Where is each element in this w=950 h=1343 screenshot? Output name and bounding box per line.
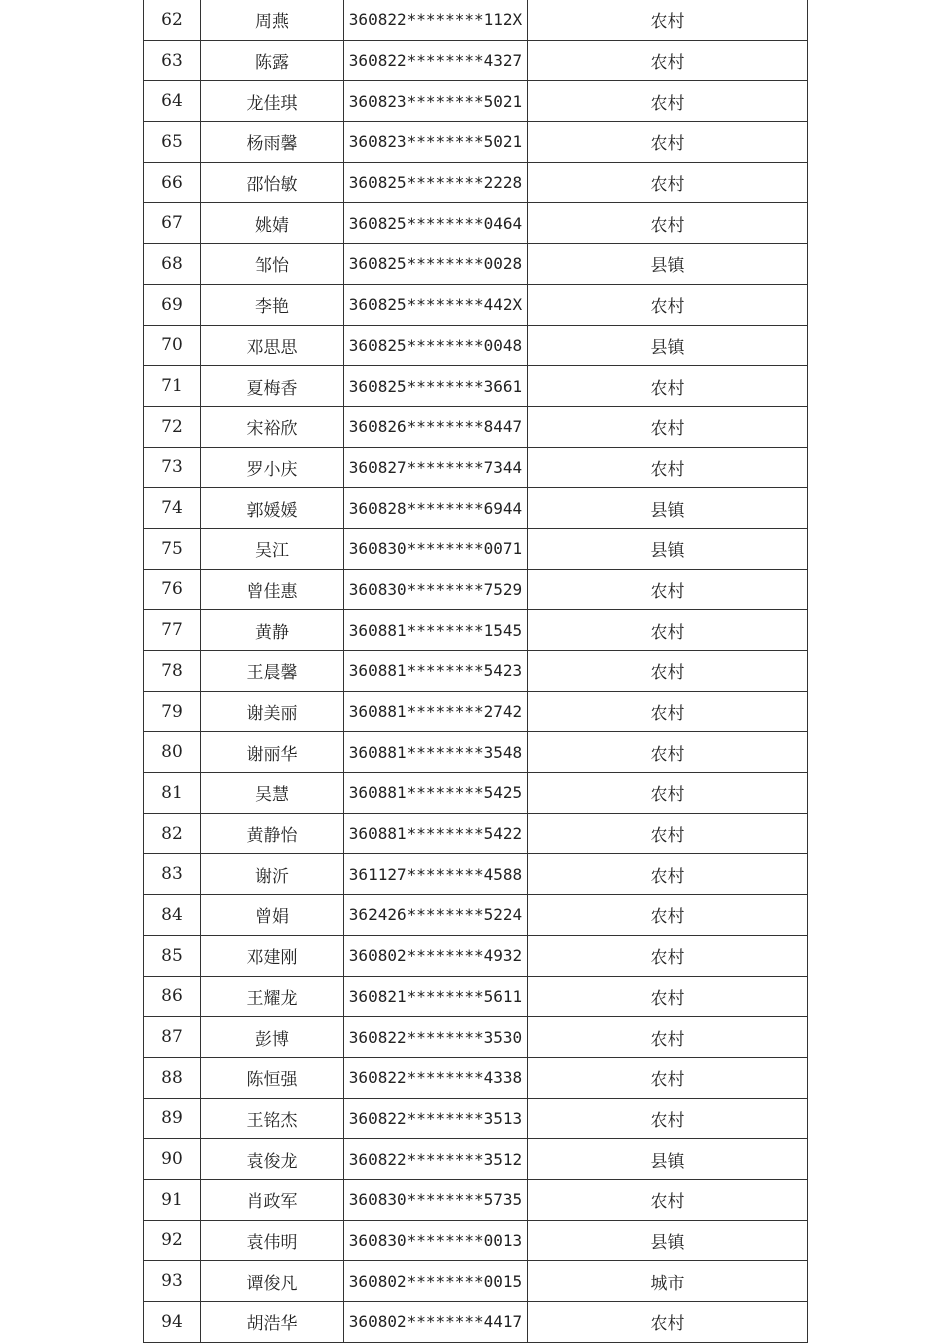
residence-type: 城市 — [528, 1261, 808, 1302]
person-name: 谢丽华 — [201, 732, 344, 773]
table-row — [144, 935, 808, 976]
residence-type: 县镇 — [528, 244, 808, 285]
residence-type: 农村 — [528, 691, 808, 732]
person-name: 宋裕欣 — [201, 406, 344, 447]
row-number: 90 — [144, 1139, 201, 1180]
table-row — [144, 610, 808, 651]
row-number: 67 — [144, 203, 201, 244]
person-name: 杨雨馨 — [201, 122, 344, 163]
row-number: 79 — [144, 691, 201, 732]
table-row — [144, 1017, 808, 1058]
row-number: 71 — [144, 366, 201, 407]
row-number: 93 — [144, 1261, 201, 1302]
row-number: 64 — [144, 81, 201, 122]
row-number: 77 — [144, 610, 201, 651]
row-number: 75 — [144, 528, 201, 569]
row-number: 65 — [144, 122, 201, 163]
id-number: 360881********2742 — [344, 691, 528, 732]
id-number: 360802********0015 — [344, 1261, 528, 1302]
residence-type: 农村 — [528, 976, 808, 1017]
id-number: 360826********8447 — [344, 406, 528, 447]
residence-type: 农村 — [528, 732, 808, 773]
table-row — [144, 976, 808, 1017]
table-row — [144, 854, 808, 895]
residence-type: 农村 — [528, 773, 808, 814]
table-row — [144, 691, 808, 732]
table-row — [144, 244, 808, 285]
table-row — [144, 1302, 808, 1343]
row-number: 86 — [144, 976, 201, 1017]
id-number: 360825********0464 — [344, 203, 528, 244]
row-number: 83 — [144, 854, 201, 895]
row-number: 74 — [144, 488, 201, 529]
row-number: 68 — [144, 244, 201, 285]
residence-type: 农村 — [528, 651, 808, 692]
residence-type: 农村 — [528, 1179, 808, 1220]
id-number: 360830********0071 — [344, 528, 528, 569]
residence-type: 农村 — [528, 569, 808, 610]
id-number: 360825********442X — [344, 284, 528, 325]
person-name: 陈恒强 — [201, 1057, 344, 1098]
person-name: 邵怡敏 — [201, 162, 344, 203]
person-name: 王耀龙 — [201, 976, 344, 1017]
id-number: 360823********5021 — [344, 122, 528, 163]
row-number: 70 — [144, 325, 201, 366]
row-number: 82 — [144, 813, 201, 854]
id-number: 360881********3548 — [344, 732, 528, 773]
row-number: 91 — [144, 1179, 201, 1220]
residence-type: 农村 — [528, 935, 808, 976]
roster-body — [144, 0, 808, 1342]
residence-type: 农村 — [528, 610, 808, 651]
row-number: 94 — [144, 1302, 201, 1343]
id-number: 360825********3661 — [344, 366, 528, 407]
residence-type: 农村 — [528, 366, 808, 407]
table-row — [144, 813, 808, 854]
table-row — [144, 651, 808, 692]
residence-type: 农村 — [528, 1098, 808, 1139]
id-number: 360802********4932 — [344, 935, 528, 976]
residence-type: 农村 — [528, 1017, 808, 1058]
table-row — [144, 1179, 808, 1220]
row-number: 85 — [144, 935, 201, 976]
residence-type: 农村 — [528, 447, 808, 488]
table-row — [144, 406, 808, 447]
table-row — [144, 1098, 808, 1139]
residence-type: 农村 — [528, 40, 808, 81]
person-name: 谢美丽 — [201, 691, 344, 732]
id-number: 360881********5423 — [344, 651, 528, 692]
table-row — [144, 203, 808, 244]
person-name: 胡浩华 — [201, 1302, 344, 1343]
id-number: 360821********5611 — [344, 976, 528, 1017]
table-row — [144, 1261, 808, 1302]
id-number: 360822********3512 — [344, 1139, 528, 1180]
person-name: 谭俊凡 — [201, 1261, 344, 1302]
table-row — [144, 569, 808, 610]
residence-type: 县镇 — [528, 325, 808, 366]
person-name: 王铭杰 — [201, 1098, 344, 1139]
id-number: 360825********0028 — [344, 244, 528, 285]
id-number: 361127********4588 — [344, 854, 528, 895]
person-name: 邹怡 — [201, 244, 344, 285]
id-number: 360823********5021 — [344, 81, 528, 122]
residence-type: 县镇 — [528, 528, 808, 569]
person-name: 谢沂 — [201, 854, 344, 895]
person-name: 郭媛媛 — [201, 488, 344, 529]
person-name: 黄静怡 — [201, 813, 344, 854]
id-number: 360881********1545 — [344, 610, 528, 651]
row-number: 89 — [144, 1098, 201, 1139]
row-number: 62 — [144, 0, 201, 40]
residence-type: 农村 — [528, 895, 808, 936]
row-number: 72 — [144, 406, 201, 447]
id-number: 360881********5425 — [344, 773, 528, 814]
table-row — [144, 895, 808, 936]
person-name: 姚婧 — [201, 203, 344, 244]
id-number: 360830********0013 — [344, 1220, 528, 1261]
residence-type: 农村 — [528, 122, 808, 163]
row-number: 87 — [144, 1017, 201, 1058]
person-name: 邓思思 — [201, 325, 344, 366]
residence-type: 农村 — [528, 162, 808, 203]
table-row — [144, 732, 808, 773]
residence-type: 农村 — [528, 854, 808, 895]
id-number: 360822********4327 — [344, 40, 528, 81]
row-number: 80 — [144, 732, 201, 773]
person-name: 周燕 — [201, 0, 344, 40]
id-number: 360830********7529 — [344, 569, 528, 610]
table-row — [144, 773, 808, 814]
person-name: 罗小庆 — [201, 447, 344, 488]
row-number: 63 — [144, 40, 201, 81]
residence-type: 农村 — [528, 1302, 808, 1343]
residence-type: 农村 — [528, 203, 808, 244]
table-row — [144, 0, 808, 40]
table-row — [144, 162, 808, 203]
residence-type: 县镇 — [528, 488, 808, 529]
residence-type: 农村 — [528, 0, 808, 40]
person-name: 吴慧 — [201, 773, 344, 814]
table-row — [144, 1057, 808, 1098]
person-name: 李艳 — [201, 284, 344, 325]
id-number: 362426********5224 — [344, 895, 528, 936]
person-name: 肖政军 — [201, 1179, 344, 1220]
residence-type: 农村 — [528, 406, 808, 447]
table-row — [144, 1220, 808, 1261]
person-name: 袁伟明 — [201, 1220, 344, 1261]
id-number: 360828********6944 — [344, 488, 528, 529]
table-row — [144, 366, 808, 407]
residence-type: 农村 — [528, 81, 808, 122]
person-name: 袁俊龙 — [201, 1139, 344, 1180]
id-number: 360802********4417 — [344, 1302, 528, 1343]
person-name: 夏梅香 — [201, 366, 344, 407]
residence-type: 县镇 — [528, 1139, 808, 1180]
table-row — [144, 122, 808, 163]
person-name: 龙佳琪 — [201, 81, 344, 122]
id-number: 360822********4338 — [344, 1057, 528, 1098]
id-number: 360822********3513 — [344, 1098, 528, 1139]
roster-table — [143, 0, 808, 1343]
person-name: 彭博 — [201, 1017, 344, 1058]
person-name: 曾佳惠 — [201, 569, 344, 610]
person-name: 黄静 — [201, 610, 344, 651]
table-row — [144, 325, 808, 366]
person-name: 王晨馨 — [201, 651, 344, 692]
id-number: 360822********112X — [344, 0, 528, 40]
id-number: 360825********0048 — [344, 325, 528, 366]
table-row — [144, 40, 808, 81]
id-number: 360827********7344 — [344, 447, 528, 488]
table-row — [144, 528, 808, 569]
row-number: 69 — [144, 284, 201, 325]
row-number: 88 — [144, 1057, 201, 1098]
person-name: 陈露 — [201, 40, 344, 81]
id-number: 360881********5422 — [344, 813, 528, 854]
residence-type: 农村 — [528, 1057, 808, 1098]
table-row — [144, 284, 808, 325]
person-name: 曾娟 — [201, 895, 344, 936]
row-number: 76 — [144, 569, 201, 610]
table-row — [144, 447, 808, 488]
id-number: 360825********2228 — [344, 162, 528, 203]
person-name: 吴江 — [201, 528, 344, 569]
row-number: 81 — [144, 773, 201, 814]
residence-type: 县镇 — [528, 1220, 808, 1261]
row-number: 92 — [144, 1220, 201, 1261]
person-name: 邓建刚 — [201, 935, 344, 976]
table-row — [144, 488, 808, 529]
id-number: 360830********5735 — [344, 1179, 528, 1220]
row-number: 66 — [144, 162, 201, 203]
row-number: 84 — [144, 895, 201, 936]
id-number: 360822********3530 — [344, 1017, 528, 1058]
row-number: 78 — [144, 651, 201, 692]
table-row — [144, 81, 808, 122]
row-number: 73 — [144, 447, 201, 488]
residence-type: 农村 — [528, 813, 808, 854]
table-row — [144, 1139, 808, 1180]
residence-type: 农村 — [528, 284, 808, 325]
